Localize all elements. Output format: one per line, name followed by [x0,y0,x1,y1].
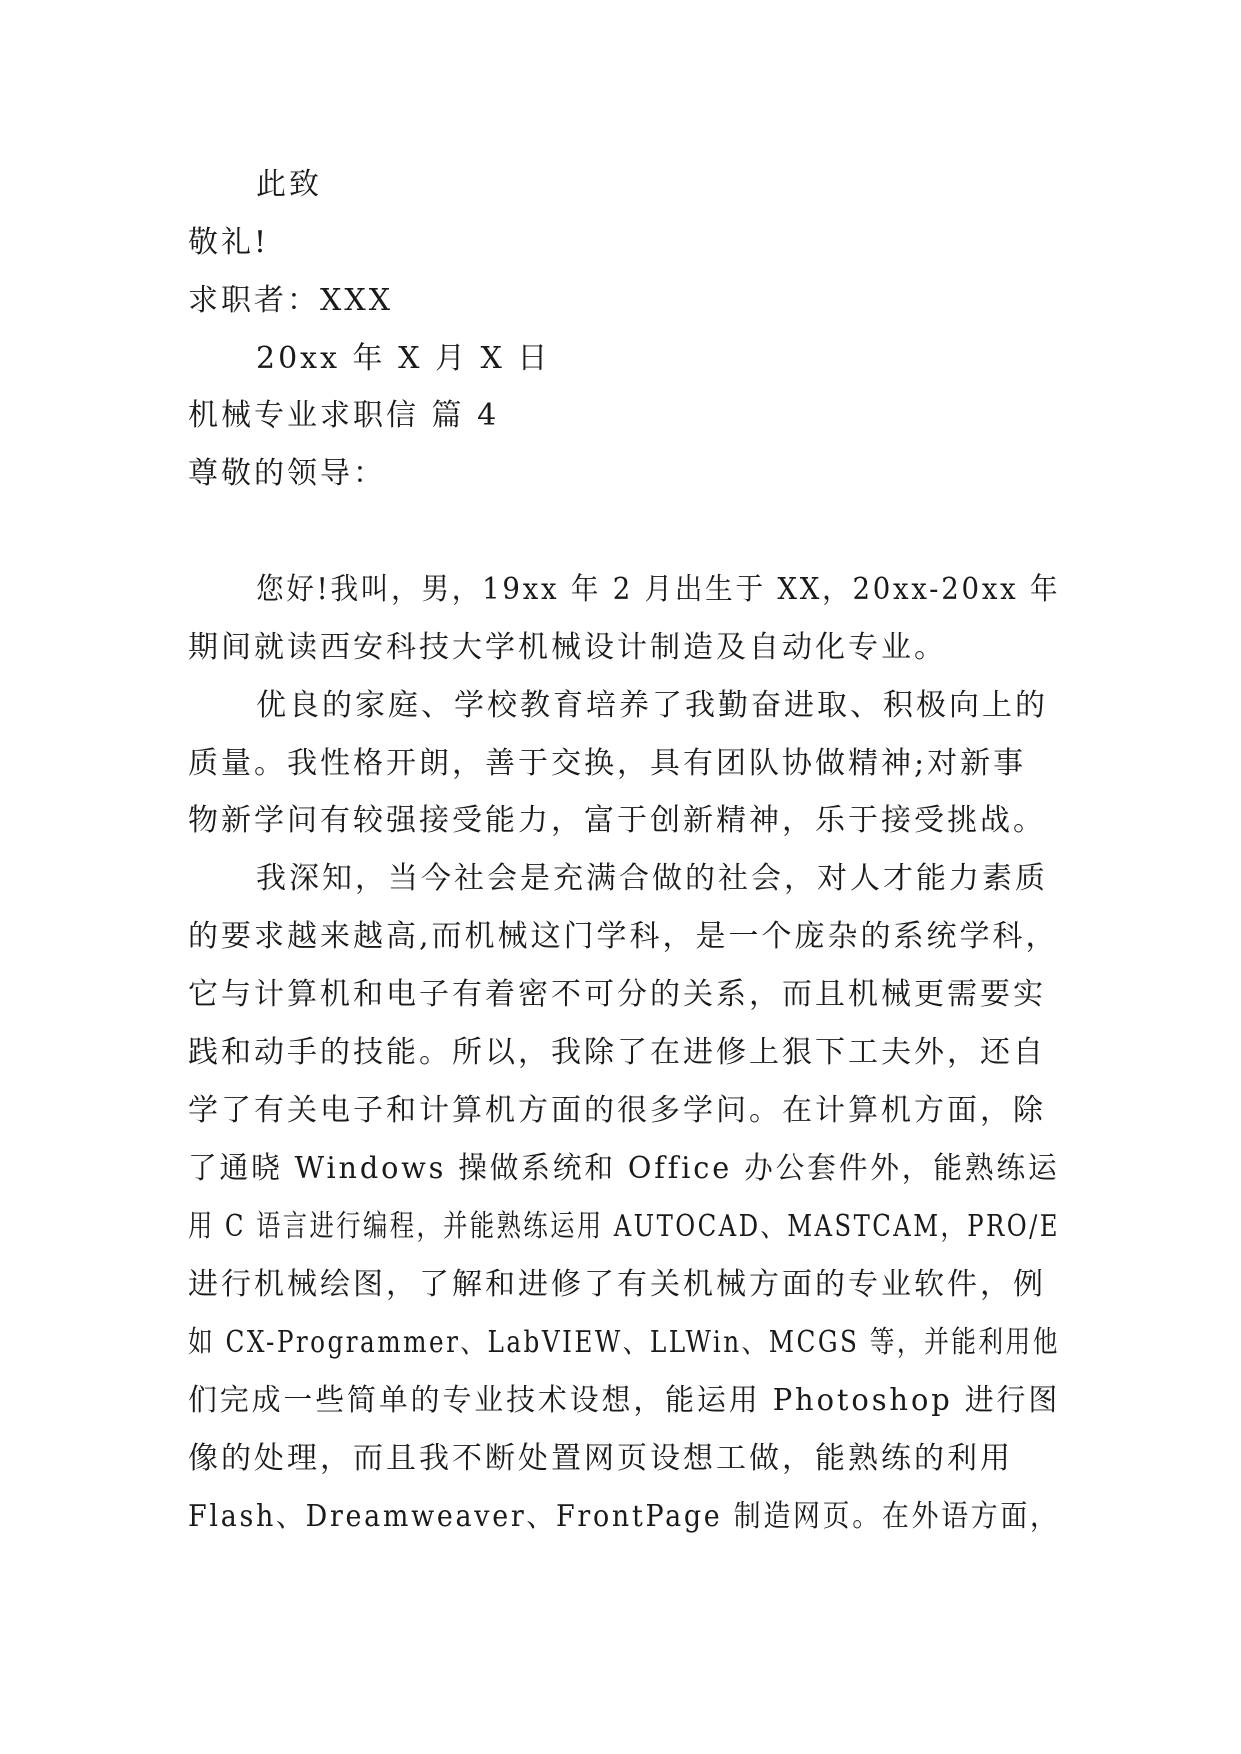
closing-zhici: 此致 [256,167,322,202]
body-line: 物新学问有较强接受能力，富于创新精神，乐于接受挑战。 [188,803,1046,838]
body-line: 像的处理，而且我不断处置网页设想工做，能熟练的利用 [188,1441,1013,1476]
body-line: 优良的家庭、学校教育培养了我勤奋进取、积极向上的 [256,688,1048,723]
body-line: 用 C 语言进行编程，并能熟练运用 AUTOCAD、MASTCAM，PRO/E [188,1209,1060,1244]
body-line: Flash、Dreamweaver、FrontPage 制造网页。在外语方面， [188,1499,1060,1534]
body-line: 学了有关电子和计算机方面的很多学问。在计算机方面，除 [188,1093,1046,1128]
body-line: 们完成一些简单的专业技术设想，能运用 Photoshop 进行图 [188,1383,1061,1418]
body-line: 质量。我性格开朗，善于交换，具有团队协做精神;对新事 [188,746,1027,781]
salutation: 尊敬的领导： [188,456,386,491]
body-line: 期间就读西安科技大学机械设计制造及自动化专业。 [188,630,947,665]
body-line: 我深知，当今社会是充满合做的社会，对人才能力素质 [256,861,1048,896]
signer-line: 求职者：XXX [188,283,394,318]
body-line: 进行机械绘图，了解和进修了有关机械方面的专业软件，例 [188,1267,1046,1302]
section-heading: 机械专业求职信 篇 4 [188,398,500,433]
closing-jingli: 敬礼! [188,225,270,260]
body-line: 了通晓 Windows 操做系统和 Office 办公套件外，能熟练运 [188,1151,1060,1186]
date-line: 20xx 年 X 月 X 日 [256,341,551,376]
body-line: 如 CX-Programmer、LabVIEW、LLWin、MCGS 等，并能利用他 [188,1325,1060,1360]
body-line: 的要求越来越高,而机械这门学科，是一个庞杂的系统学科， [188,919,1059,954]
body-line: 它与计算机和电子有着密不可分的关系，而且机械更需要实 [188,977,1046,1012]
body-line: 践和动手的技能。所以，我除了在进修上狠下工夫外，还自 [188,1035,1046,1070]
body-line: 您好!我叫，男，19xx 年 2 月出生于 XX，20xx-20xx 年 [256,572,1061,607]
